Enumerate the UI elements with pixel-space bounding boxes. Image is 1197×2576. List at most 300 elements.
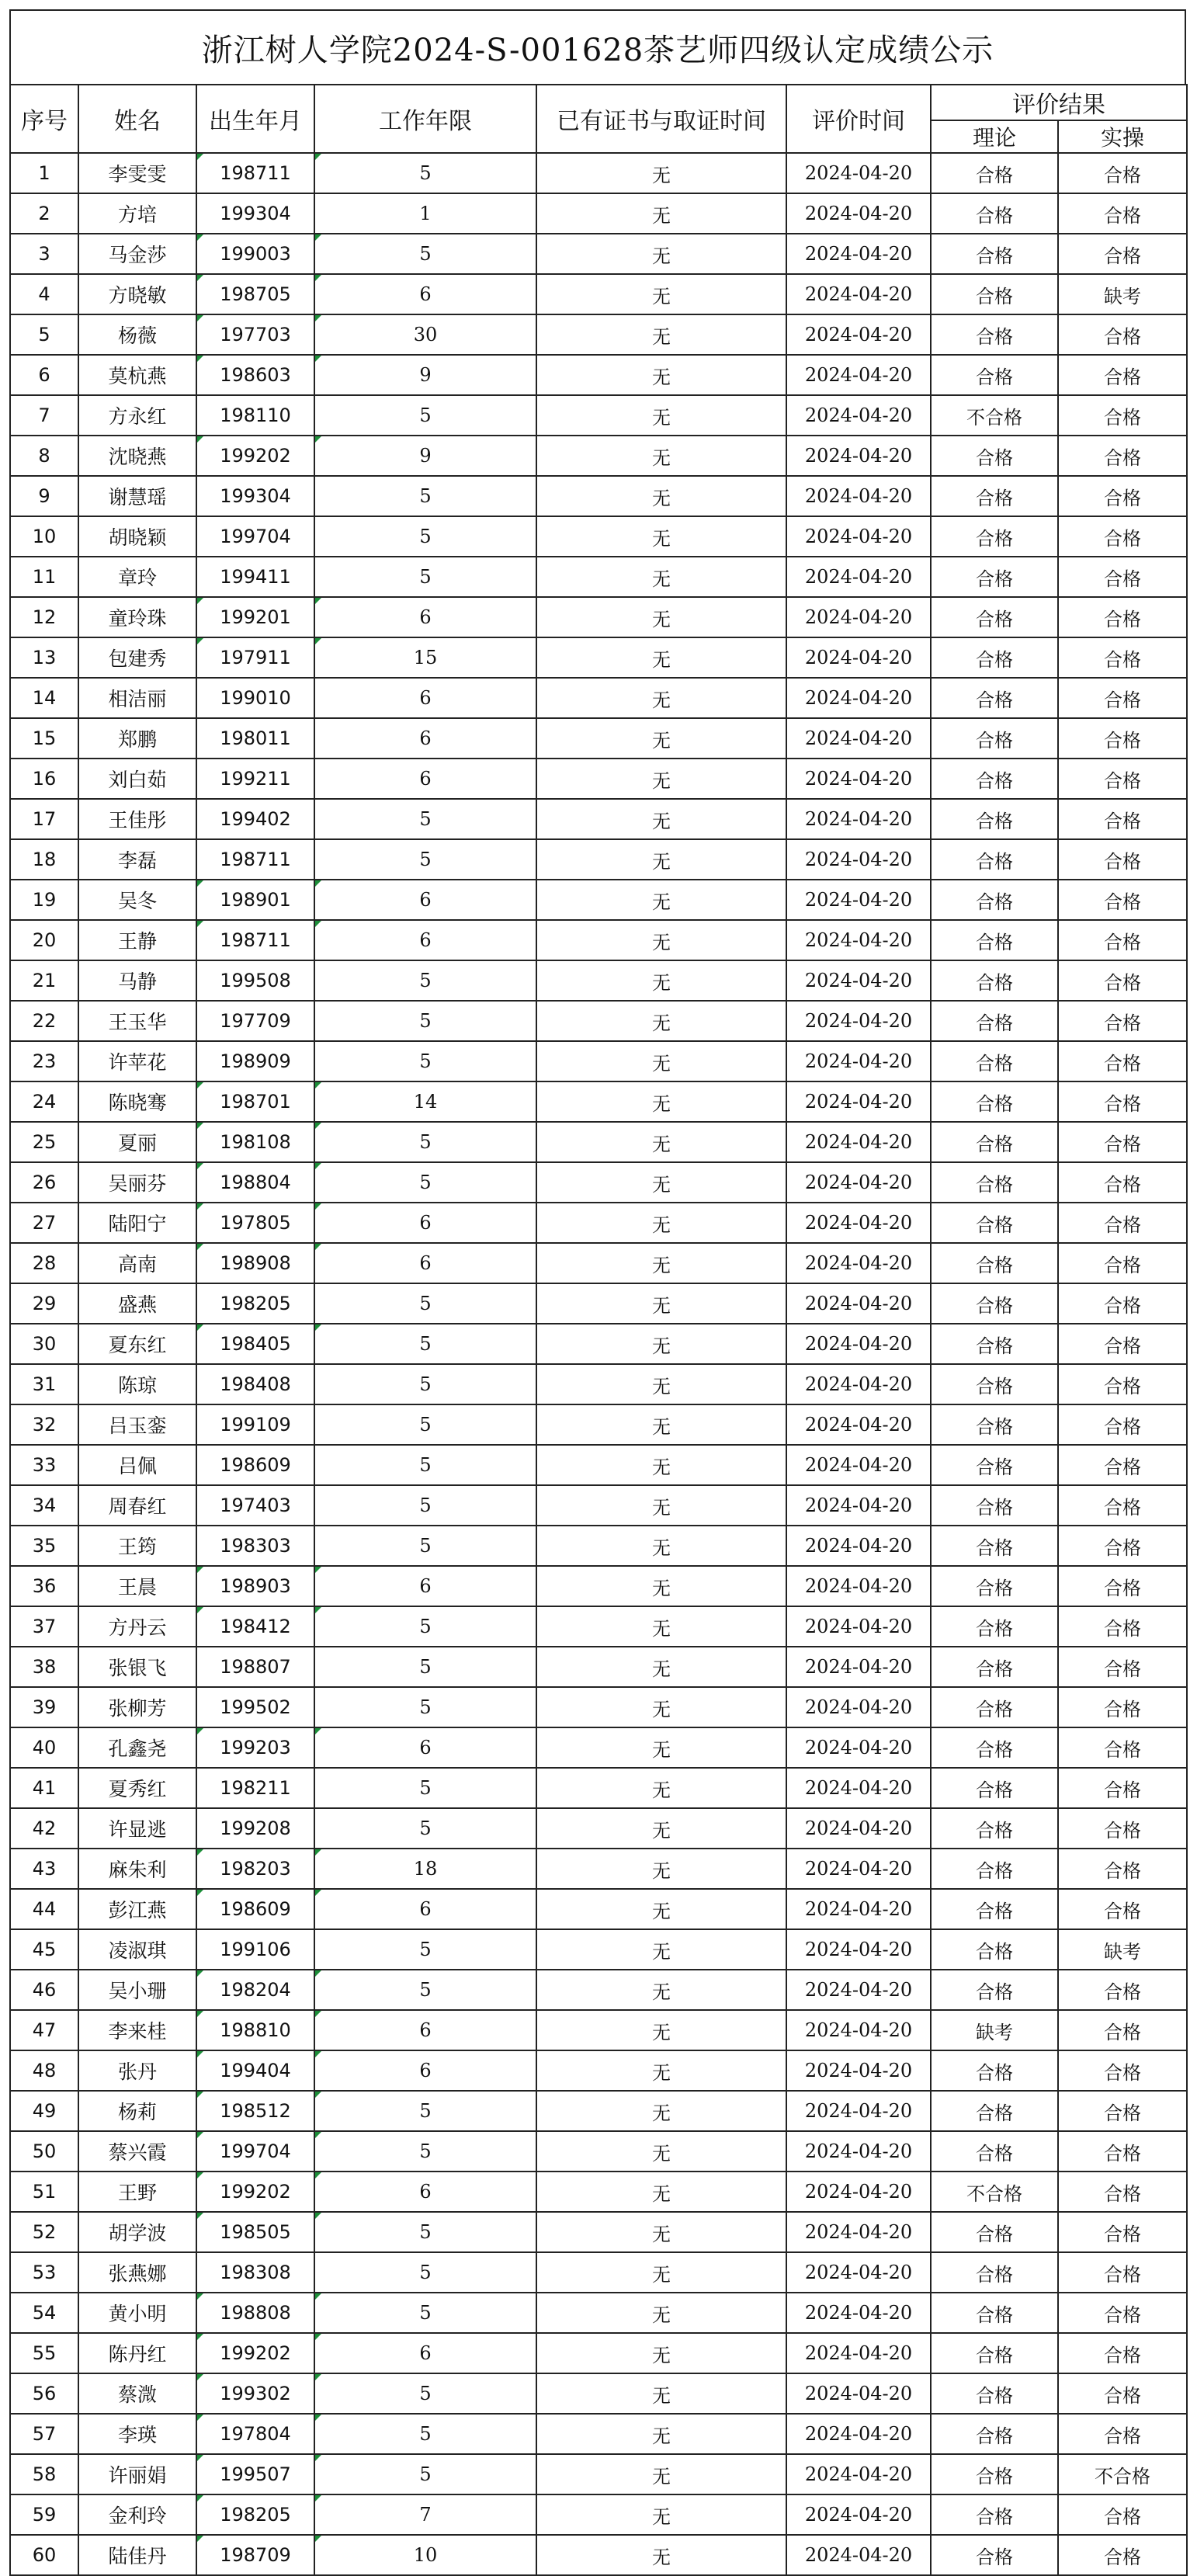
table-body (10, 153, 1187, 2575)
practice-cell (1058, 2414, 1187, 2454)
years-cell-text: 5 (419, 243, 432, 265)
cert-cell-text: 无 (652, 2182, 671, 2205)
years-cell-text: 5 (419, 2140, 432, 2162)
seq-cell (10, 153, 78, 193)
name-cell (78, 1001, 196, 1041)
theory-cell (931, 2333, 1058, 2373)
birth-cell-text: 199202 (220, 445, 291, 467)
practice-cell-text: 合格 (1104, 890, 1141, 913)
cell-marker-icon (315, 1203, 321, 1210)
years-cell-text: 5 (419, 1172, 432, 1193)
seq-cell (10, 2293, 78, 2333)
birth-cell-text: 199302 (220, 2383, 291, 2404)
years-cell-text: 5 (419, 2221, 432, 2243)
cert-cell-text: 无 (652, 204, 671, 227)
eval-date-cell (786, 1727, 931, 1768)
years-cell (314, 234, 536, 274)
page-title: 浙江树人学院2024-S-001628茶艺师四级认定成绩公示 (9, 9, 1186, 84)
cert-cell (536, 1606, 786, 1647)
name-cell (78, 476, 196, 516)
cert-cell-text: 无 (652, 971, 671, 994)
theory-cell (931, 1808, 1058, 1849)
birth-cell-text: 198204 (220, 1979, 291, 2001)
years-cell (314, 1122, 536, 1162)
eval-date-cell (786, 2535, 931, 2575)
seq-cell (10, 1566, 78, 1606)
cert-cell (536, 1001, 786, 1041)
cert-cell-text: 无 (652, 446, 671, 469)
table-row (10, 1606, 1187, 1647)
practice-cell (1058, 193, 1187, 234)
birth-cell-text: 198609 (220, 1898, 291, 1920)
cell-marker-icon (197, 1970, 203, 1977)
table-row (10, 193, 1187, 234)
cert-cell (536, 516, 786, 557)
birth-cell (196, 2373, 314, 2414)
practice-cell-text: 合格 (1104, 527, 1141, 550)
birth-cell-text: 199106 (220, 1939, 291, 1960)
years-cell (314, 2373, 536, 2414)
birth-cell (196, 1364, 314, 1404)
name-cell-text: 王晨 (117, 1576, 157, 1599)
table-row (10, 2091, 1187, 2131)
cert-cell (536, 1122, 786, 1162)
cert-cell-text: 无 (652, 2263, 671, 2286)
practice-cell-text: 合格 (1104, 2505, 1141, 2528)
cert-cell-text: 无 (652, 325, 671, 348)
theory-cell-text: 合格 (976, 1456, 1013, 1478)
practice-cell (1058, 1203, 1187, 1243)
name-cell-text: 张燕娜 (108, 2262, 167, 2285)
name-cell-text: 李瑛 (117, 2424, 157, 2446)
table-row (10, 1566, 1187, 1606)
birth-cell (196, 234, 314, 274)
cert-cell (536, 2414, 786, 2454)
seq-cell (10, 1929, 78, 1970)
name-cell-text: 吴小珊 (108, 1980, 167, 2002)
birth-cell-text: 199704 (220, 2140, 291, 2162)
theory-cell-text: 合格 (976, 1092, 1013, 1115)
theory-cell-text: 合格 (976, 2344, 1013, 2366)
practice-cell (1058, 436, 1187, 476)
cell-marker-icon (197, 1890, 203, 1896)
eval-date-cell (786, 1404, 931, 1445)
theory-cell (931, 1364, 1058, 1404)
cell-marker-icon (197, 598, 203, 604)
birth-cell (196, 759, 314, 799)
eval-date-cell-text: 2024-04-20 (804, 1737, 913, 1758)
cell-marker-icon (315, 1728, 321, 1734)
cell-marker-icon (197, 2213, 203, 2219)
name-cell-text: 李来桂 (108, 2020, 167, 2043)
theory-cell-text: 合格 (976, 1617, 1013, 1640)
cert-cell-text: 无 (652, 2425, 671, 2447)
seq-cell (10, 1606, 78, 1647)
birth-cell-text: 198303 (220, 1535, 291, 1557)
theory-cell-text: 合格 (976, 2102, 1013, 2124)
eval-date-cell (786, 1162, 931, 1203)
theory-cell-text: 合格 (976, 1496, 1013, 1519)
eval-date-cell-text: 2024-04-20 (804, 2504, 913, 2526)
birth-cell-text: 199003 (220, 243, 291, 265)
years-cell (314, 1485, 536, 1526)
eval-date-cell-text: 2024-04-20 (804, 889, 913, 911)
practice-cell-text: 合格 (1104, 1254, 1141, 1276)
theory-cell-text: 合格 (976, 1819, 1013, 1842)
table-row (10, 1081, 1187, 1122)
name-cell (78, 678, 196, 718)
years-cell-text: 6 (419, 1212, 432, 1234)
cell-marker-icon (197, 234, 203, 241)
birth-cell (196, 1929, 314, 1970)
theory-cell-text: 合格 (976, 850, 1013, 873)
name-cell (78, 960, 196, 1001)
theory-cell (931, 759, 1058, 799)
name-cell-text: 童玲珠 (108, 607, 167, 630)
cert-cell (536, 1808, 786, 1849)
birth-cell-text: 198205 (220, 2504, 291, 2526)
seq-cell-text: 20 (32, 929, 57, 951)
eval-date-cell (786, 1687, 931, 1727)
practice-cell-text: 合格 (1104, 2263, 1141, 2286)
practice-cell (1058, 355, 1187, 395)
theory-cell-text: 合格 (976, 1658, 1013, 1680)
cell-marker-icon (315, 315, 321, 321)
seq-cell-text: 21 (32, 970, 57, 991)
practice-cell-text: 合格 (1104, 2061, 1141, 2084)
practice-cell (1058, 2494, 1187, 2535)
cell-marker-icon (197, 1082, 203, 1088)
results-table (9, 84, 1188, 2576)
header-seq: 序号 (10, 85, 78, 153)
practice-cell (1058, 1808, 1187, 1849)
birth-cell (196, 2172, 314, 2212)
eval-date-cell-text: 2024-04-20 (804, 1939, 913, 1960)
seq-cell (10, 395, 78, 436)
name-cell (78, 1566, 196, 1606)
theory-cell-text: 合格 (976, 1213, 1013, 1236)
cert-cell-text: 无 (652, 1577, 671, 1599)
practice-cell (1058, 1001, 1187, 1041)
table-row (10, 597, 1187, 637)
birth-cell-text: 198908 (220, 1252, 291, 1274)
years-cell (314, 1364, 536, 1404)
table-row (10, 1808, 1187, 1849)
practice-cell (1058, 2293, 1187, 2333)
eval-date-cell (786, 1768, 931, 1808)
cert-cell-text: 无 (652, 1294, 671, 1317)
theory-cell (931, 1324, 1058, 1364)
name-cell-text: 吕佩 (117, 1455, 157, 1477)
eval-date-cell-text: 2024-04-20 (804, 364, 913, 386)
practice-cell (1058, 597, 1187, 637)
name-cell (78, 1283, 196, 1324)
practice-cell-text: 合格 (1104, 1133, 1141, 1155)
cert-cell-text: 无 (652, 1092, 671, 1115)
name-cell-text: 麻朱利 (108, 1859, 167, 1881)
eval-date-cell-text: 2024-04-20 (804, 1858, 913, 1880)
table-row (10, 153, 1187, 193)
practice-cell (1058, 2131, 1187, 2172)
cert-cell-text: 无 (652, 850, 671, 873)
practice-cell (1058, 839, 1187, 880)
seq-cell (10, 2050, 78, 2091)
cert-cell-text: 无 (652, 568, 671, 590)
table-row (10, 1889, 1187, 1929)
cert-cell (536, 637, 786, 678)
practice-cell-text: 合格 (1104, 931, 1141, 953)
years-cell (314, 2333, 536, 2373)
table-row (10, 2535, 1187, 2575)
cell-marker-icon (315, 1890, 321, 1896)
name-cell (78, 1849, 196, 1889)
seq-cell-text: 1 (38, 162, 50, 184)
birth-cell (196, 2131, 314, 2172)
years-cell-text: 5 (419, 2383, 432, 2404)
name-cell (78, 1404, 196, 1445)
theory-cell-text: 合格 (976, 1254, 1013, 1276)
practice-cell (1058, 1364, 1187, 1404)
cert-cell (536, 1162, 786, 1203)
cert-cell-text: 无 (652, 1698, 671, 1720)
birth-cell (196, 1122, 314, 1162)
cert-cell (536, 597, 786, 637)
seq-cell-text: 22 (32, 1010, 57, 1032)
practice-cell-text: 合格 (1104, 850, 1141, 873)
eval-date-cell (786, 2212, 931, 2252)
birth-cell-text: 199202 (220, 2342, 291, 2364)
cert-cell-text: 无 (652, 689, 671, 711)
birth-cell-text: 198807 (220, 1656, 291, 1678)
practice-cell (1058, 1566, 1187, 1606)
name-cell-text: 张丹 (117, 2060, 157, 2083)
years-cell-text: 6 (419, 606, 432, 628)
name-cell (78, 1970, 196, 2010)
practice-cell (1058, 314, 1187, 355)
cert-cell (536, 1526, 786, 1566)
theory-cell (931, 880, 1058, 920)
theory-cell-text: 合格 (976, 971, 1013, 994)
theory-cell-text: 合格 (976, 608, 1013, 630)
theory-cell-text: 合格 (976, 1335, 1013, 1357)
practice-cell-text: 合格 (1104, 2546, 1141, 2568)
eval-date-cell-text: 2024-04-20 (804, 1333, 913, 1355)
name-cell (78, 2333, 196, 2373)
seq-cell-text: 16 (32, 768, 57, 790)
cert-cell (536, 1324, 786, 1364)
table-row (10, 1162, 1187, 1203)
birth-cell (196, 839, 314, 880)
seq-cell (10, 1849, 78, 1889)
name-cell-text: 王野 (117, 2182, 157, 2204)
theory-cell-text: 合格 (976, 527, 1013, 550)
name-cell (78, 395, 196, 436)
birth-cell (196, 1283, 314, 1324)
name-cell (78, 718, 196, 759)
practice-cell-text: 合格 (1104, 2142, 1141, 2165)
birth-cell-text: 198412 (220, 1616, 291, 1637)
seq-cell-text: 19 (32, 889, 57, 911)
table-row (10, 839, 1187, 880)
years-cell (314, 1203, 536, 1243)
practice-cell-text: 合格 (1104, 1456, 1141, 1478)
name-cell (78, 274, 196, 314)
eval-date-cell-text: 2024-04-20 (804, 283, 913, 305)
name-cell-text: 王筠 (117, 1536, 157, 1558)
practice-cell (1058, 1081, 1187, 1122)
theory-cell (931, 516, 1058, 557)
seq-cell-text: 43 (32, 1858, 57, 1880)
name-cell (78, 880, 196, 920)
seq-cell-text: 58 (32, 2463, 57, 2485)
practice-cell-text: 合格 (1104, 2384, 1141, 2407)
name-cell (78, 516, 196, 557)
table-header (10, 85, 1187, 153)
cert-cell (536, 759, 786, 799)
seq-cell-text: 38 (32, 1656, 57, 1678)
practice-cell (1058, 799, 1187, 839)
practice-cell-text: 合格 (1104, 1617, 1141, 1640)
birth-cell (196, 314, 314, 355)
table-row (10, 476, 1187, 516)
eval-date-cell (786, 1243, 931, 1283)
theory-cell (931, 1768, 1058, 1808)
cert-cell (536, 2535, 786, 2575)
years-cell-text: 6 (419, 687, 432, 709)
birth-cell-text: 197709 (220, 1010, 291, 1032)
years-cell-text: 5 (419, 1010, 432, 1032)
cell-marker-icon (197, 921, 203, 927)
seq-cell (10, 1485, 78, 1526)
cell-marker-icon (315, 2334, 321, 2340)
name-cell (78, 597, 196, 637)
practice-cell-text: 合格 (1104, 1375, 1141, 1397)
theory-cell (931, 395, 1058, 436)
theory-cell (931, 355, 1058, 395)
years-cell (314, 1081, 536, 1122)
seq-cell-text: 33 (32, 1454, 57, 1476)
theory-cell (931, 960, 1058, 1001)
birth-cell (196, 274, 314, 314)
years-cell-text: 5 (419, 566, 432, 588)
practice-cell-text: 合格 (1104, 1658, 1141, 1680)
cell-marker-icon (315, 1244, 321, 1250)
birth-cell-text: 198609 (220, 1454, 291, 1476)
theory-cell (931, 2050, 1058, 2091)
cell-marker-icon (197, 2011, 203, 2017)
theory-cell (931, 1041, 1058, 1081)
name-cell (78, 1687, 196, 1727)
seq-cell (10, 839, 78, 880)
practice-cell-text: 合格 (1104, 729, 1141, 752)
eval-date-cell-text: 2024-04-20 (804, 526, 913, 547)
years-cell (314, 314, 536, 355)
seq-cell-text: 3 (38, 243, 50, 265)
practice-cell (1058, 153, 1187, 193)
eval-date-cell (786, 2293, 931, 2333)
practice-cell-text: 合格 (1104, 1092, 1141, 1115)
practice-cell (1058, 1324, 1187, 1364)
cell-marker-icon (315, 880, 321, 887)
cert-cell (536, 2131, 786, 2172)
practice-cell (1058, 2333, 1187, 2373)
years-cell-text: 7 (419, 2504, 432, 2526)
seq-cell-text: 60 (32, 2544, 57, 2566)
table-row (10, 1768, 1187, 1808)
eval-date-cell-text: 2024-04-20 (804, 647, 913, 668)
name-cell (78, 1081, 196, 1122)
name-cell-text: 黄小明 (108, 2303, 167, 2325)
years-cell-text: 5 (419, 1696, 432, 1718)
cert-cell-text: 无 (652, 890, 671, 913)
seq-cell-text: 7 (38, 404, 50, 426)
header-theory: 理论 (931, 120, 1058, 153)
cell-marker-icon (197, 1163, 203, 1169)
eval-date-cell-text: 2024-04-20 (804, 1172, 913, 1193)
eval-date-cell-text: 2024-04-20 (804, 1454, 913, 1476)
years-cell-text: 15 (413, 647, 438, 668)
practice-cell (1058, 2172, 1187, 2212)
cell-marker-icon (315, 2374, 321, 2380)
theory-cell-text: 合格 (976, 325, 1013, 348)
cert-cell (536, 2454, 786, 2494)
practice-cell-text: 合格 (1104, 568, 1141, 590)
birth-cell-text: 198505 (220, 2221, 291, 2243)
table-row (10, 2293, 1187, 2333)
table-row (10, 1001, 1187, 1041)
name-cell-text: 许苹花 (108, 1051, 167, 1074)
practice-cell (1058, 637, 1187, 678)
cert-cell-text: 无 (652, 1617, 671, 1640)
practice-cell-text: 合格 (1104, 648, 1141, 671)
name-cell-text: 沈晓燕 (108, 446, 167, 468)
seq-cell (10, 1203, 78, 1243)
years-cell-text: 5 (419, 1979, 432, 2001)
birth-cell (196, 153, 314, 193)
theory-cell-text: 合格 (976, 2223, 1013, 2245)
theory-cell (931, 2010, 1058, 2050)
seq-cell (10, 314, 78, 355)
name-cell-text: 吴丽芬 (108, 1172, 167, 1195)
theory-cell (931, 1283, 1058, 1324)
eval-date-cell (786, 1929, 931, 1970)
years-cell-text: 30 (413, 324, 438, 345)
birth-cell (196, 193, 314, 234)
birth-cell (196, 1526, 314, 1566)
table-row (10, 1647, 1187, 1687)
seq-cell-text: 54 (32, 2302, 57, 2324)
eval-date-cell (786, 2010, 931, 2050)
eval-date-cell-text: 2024-04-20 (804, 687, 913, 709)
eval-date-cell-text: 2024-04-20 (804, 1535, 913, 1557)
name-cell-text: 方丹云 (108, 1616, 167, 1639)
years-cell (314, 1566, 536, 1606)
cell-marker-icon (315, 1163, 321, 1169)
theory-cell-text: 合格 (976, 2263, 1013, 2286)
years-cell (314, 1889, 536, 1929)
years-cell (314, 839, 536, 880)
eval-date-cell (786, 839, 931, 880)
seq-cell (10, 1283, 78, 1324)
theory-cell (931, 1081, 1058, 1122)
table-row (10, 1445, 1187, 1485)
theory-cell-text: 不合格 (966, 406, 1022, 429)
years-cell-text: 5 (419, 849, 432, 870)
practice-cell-text: 合格 (1104, 971, 1141, 994)
birth-cell (196, 2293, 314, 2333)
seq-cell (10, 1647, 78, 1687)
cert-cell (536, 1768, 786, 1808)
